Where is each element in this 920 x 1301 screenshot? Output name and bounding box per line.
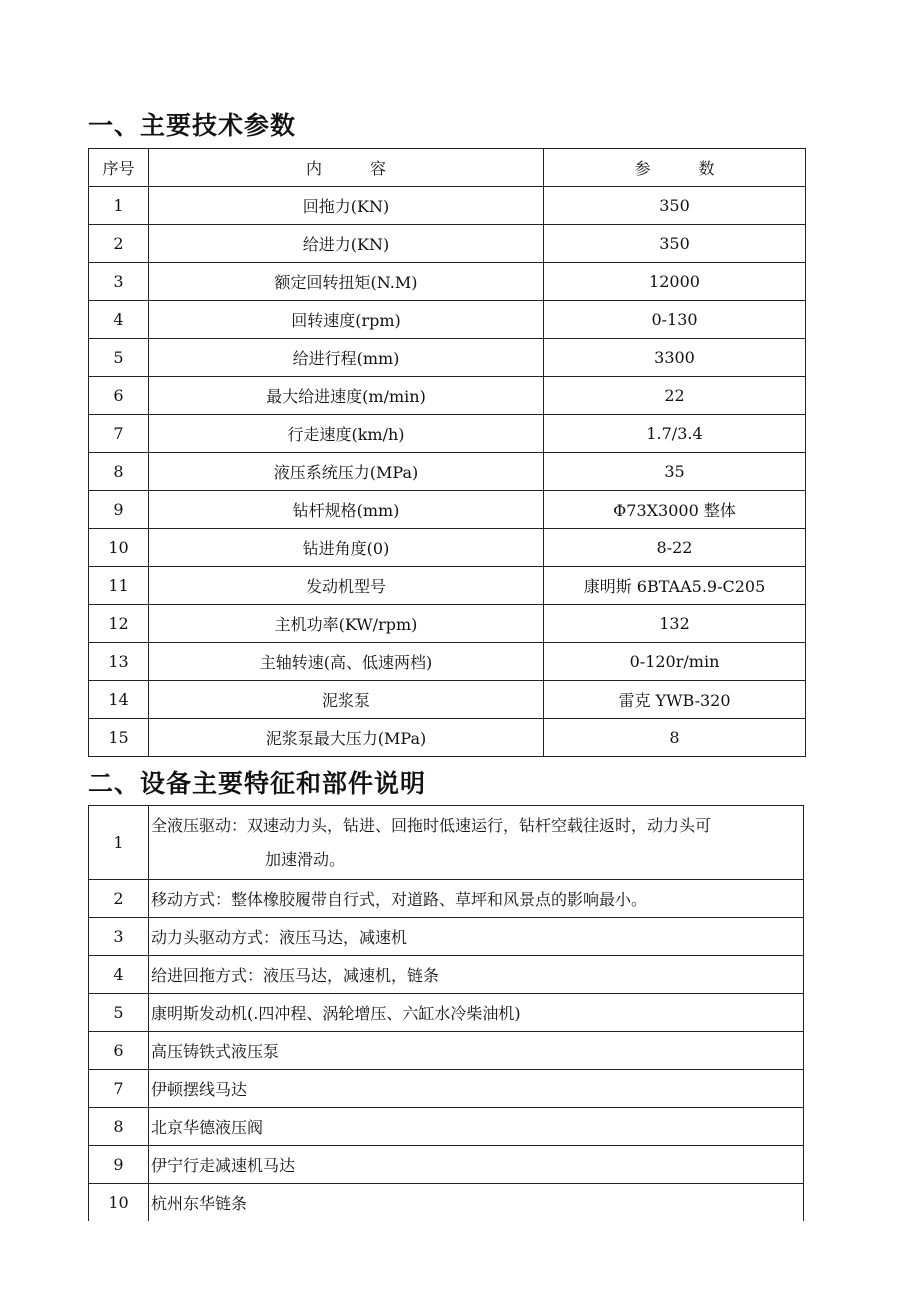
section-2-title: 二、设备主要特征和部件说明 xyxy=(88,769,427,798)
row-content: 主轴转速(高、低速两档) xyxy=(149,643,544,681)
row-no: 4 xyxy=(89,301,149,339)
row-no: 12 xyxy=(89,605,149,643)
table-row xyxy=(89,880,804,918)
table-row xyxy=(89,643,806,681)
table-row xyxy=(89,301,806,339)
row-content: 泥浆泵最大压力(MPa) xyxy=(149,719,544,757)
table-row xyxy=(89,719,806,757)
header-content: 内 容 xyxy=(149,149,544,187)
row-description: 康明斯发动机(.四冲程、涡轮增压、六缸水冷柴油机) xyxy=(149,994,804,1032)
table-row xyxy=(89,415,806,453)
row-no: 9 xyxy=(89,491,149,529)
row-param: 132 xyxy=(544,605,806,643)
technical-parameters-table xyxy=(88,148,806,757)
row-param: 350 xyxy=(544,225,806,263)
row-description: 杭州东华链条 xyxy=(149,1184,804,1222)
row-param: 雷克 YWB-320 xyxy=(544,681,806,719)
row-no: 2 xyxy=(89,880,149,918)
row-description-line-1: 全液压驱动：双速动力头，钻进、回拖时低速运行，钻杆空载往返时，动力头可 xyxy=(151,815,712,835)
table-row xyxy=(89,681,806,719)
table-row xyxy=(89,1146,804,1184)
table-row xyxy=(89,1032,804,1070)
table-row xyxy=(89,453,806,491)
row-no: 8 xyxy=(89,1108,149,1146)
table-row xyxy=(89,956,804,994)
row-param: 3300 xyxy=(544,339,806,377)
row-no: 10 xyxy=(89,1184,149,1222)
header-param: 参 数 xyxy=(544,149,806,187)
table-row xyxy=(89,377,806,415)
row-no: 7 xyxy=(89,1070,149,1108)
row-content: 行走速度(km/h) xyxy=(149,415,544,453)
row-no: 5 xyxy=(89,994,149,1032)
row-description: 移动方式：整体橡胶履带自行式，对道路、草坪和风景点的影响最小。 xyxy=(149,880,804,918)
table-row xyxy=(89,567,806,605)
row-description xyxy=(149,806,804,880)
row-description: 给进回拖方式：液压马达，减速机，链条 xyxy=(149,956,804,994)
row-no: 3 xyxy=(89,918,149,956)
row-content: 给进行程(mm) xyxy=(149,339,544,377)
row-description-line-2: 加速滑动。 xyxy=(265,849,346,869)
row-content: 钻进角度(0) xyxy=(149,529,544,567)
row-param: 0-130 xyxy=(544,301,806,339)
row-param: 8 xyxy=(544,719,806,757)
row-no: 8 xyxy=(89,453,149,491)
row-description: 高压铸铁式液压泵 xyxy=(149,1032,804,1070)
row-param: 12000 xyxy=(544,263,806,301)
row-content: 回转速度(rpm) xyxy=(149,301,544,339)
table-row xyxy=(89,994,804,1032)
row-no: 10 xyxy=(89,529,149,567)
table-header-row xyxy=(89,149,806,187)
row-content: 主机功率(KW/rpm) xyxy=(149,605,544,643)
row-no: 6 xyxy=(89,377,149,415)
row-param: 1.7/3.4 xyxy=(544,415,806,453)
table-row xyxy=(89,225,806,263)
row-content: 回拖力(KN) xyxy=(149,187,544,225)
table-row xyxy=(89,1070,804,1108)
row-no: 14 xyxy=(89,681,149,719)
table-row xyxy=(89,1108,804,1146)
row-no: 1 xyxy=(89,187,149,225)
row-description: 伊顿摆线马达 xyxy=(149,1070,804,1108)
row-no: 11 xyxy=(89,567,149,605)
table-row xyxy=(89,491,806,529)
row-content: 最大给进速度(m/min) xyxy=(149,377,544,415)
table-row xyxy=(89,187,806,225)
row-no: 4 xyxy=(89,956,149,994)
row-no: 3 xyxy=(89,263,149,301)
row-param: 22 xyxy=(544,377,806,415)
table-row xyxy=(89,1184,804,1222)
row-param: Φ73X3000 整体 xyxy=(544,491,806,529)
row-param: 35 xyxy=(544,453,806,491)
row-no: 13 xyxy=(89,643,149,681)
row-no: 1 xyxy=(89,806,149,880)
row-description: 伊宁行走减速机马达 xyxy=(149,1146,804,1184)
row-no: 6 xyxy=(89,1032,149,1070)
table-row xyxy=(89,605,806,643)
row-no: 5 xyxy=(89,339,149,377)
row-param: 康明斯 6BTAA5.9-C205 xyxy=(544,567,806,605)
section-1-title: 一、主要技术参数 xyxy=(88,111,297,140)
row-content: 给进力(KN) xyxy=(149,225,544,263)
row-no: 9 xyxy=(89,1146,149,1184)
row-content: 额定回转扭矩(N.M) xyxy=(149,263,544,301)
row-content: 钻杆规格(mm) xyxy=(149,491,544,529)
row-no: 7 xyxy=(89,415,149,453)
row-content: 液压系统压力(MPa) xyxy=(149,453,544,491)
table-row xyxy=(89,918,804,956)
row-description: 北京华德液压阀 xyxy=(149,1108,804,1146)
table-row xyxy=(89,806,804,880)
row-no: 2 xyxy=(89,225,149,263)
header-no: 序号 xyxy=(89,149,149,187)
row-content: 发动机型号 xyxy=(149,567,544,605)
features-table xyxy=(88,805,804,1221)
row-param: 8-22 xyxy=(544,529,806,567)
table-row xyxy=(89,339,806,377)
row-no: 15 xyxy=(89,719,149,757)
table-row xyxy=(89,263,806,301)
table-row xyxy=(89,529,806,567)
row-content: 泥浆泵 xyxy=(149,681,544,719)
row-param: 350 xyxy=(544,187,806,225)
row-param: 0-120r/min xyxy=(544,643,806,681)
row-description: 动力头驱动方式：液压马达，减速机 xyxy=(149,918,804,956)
